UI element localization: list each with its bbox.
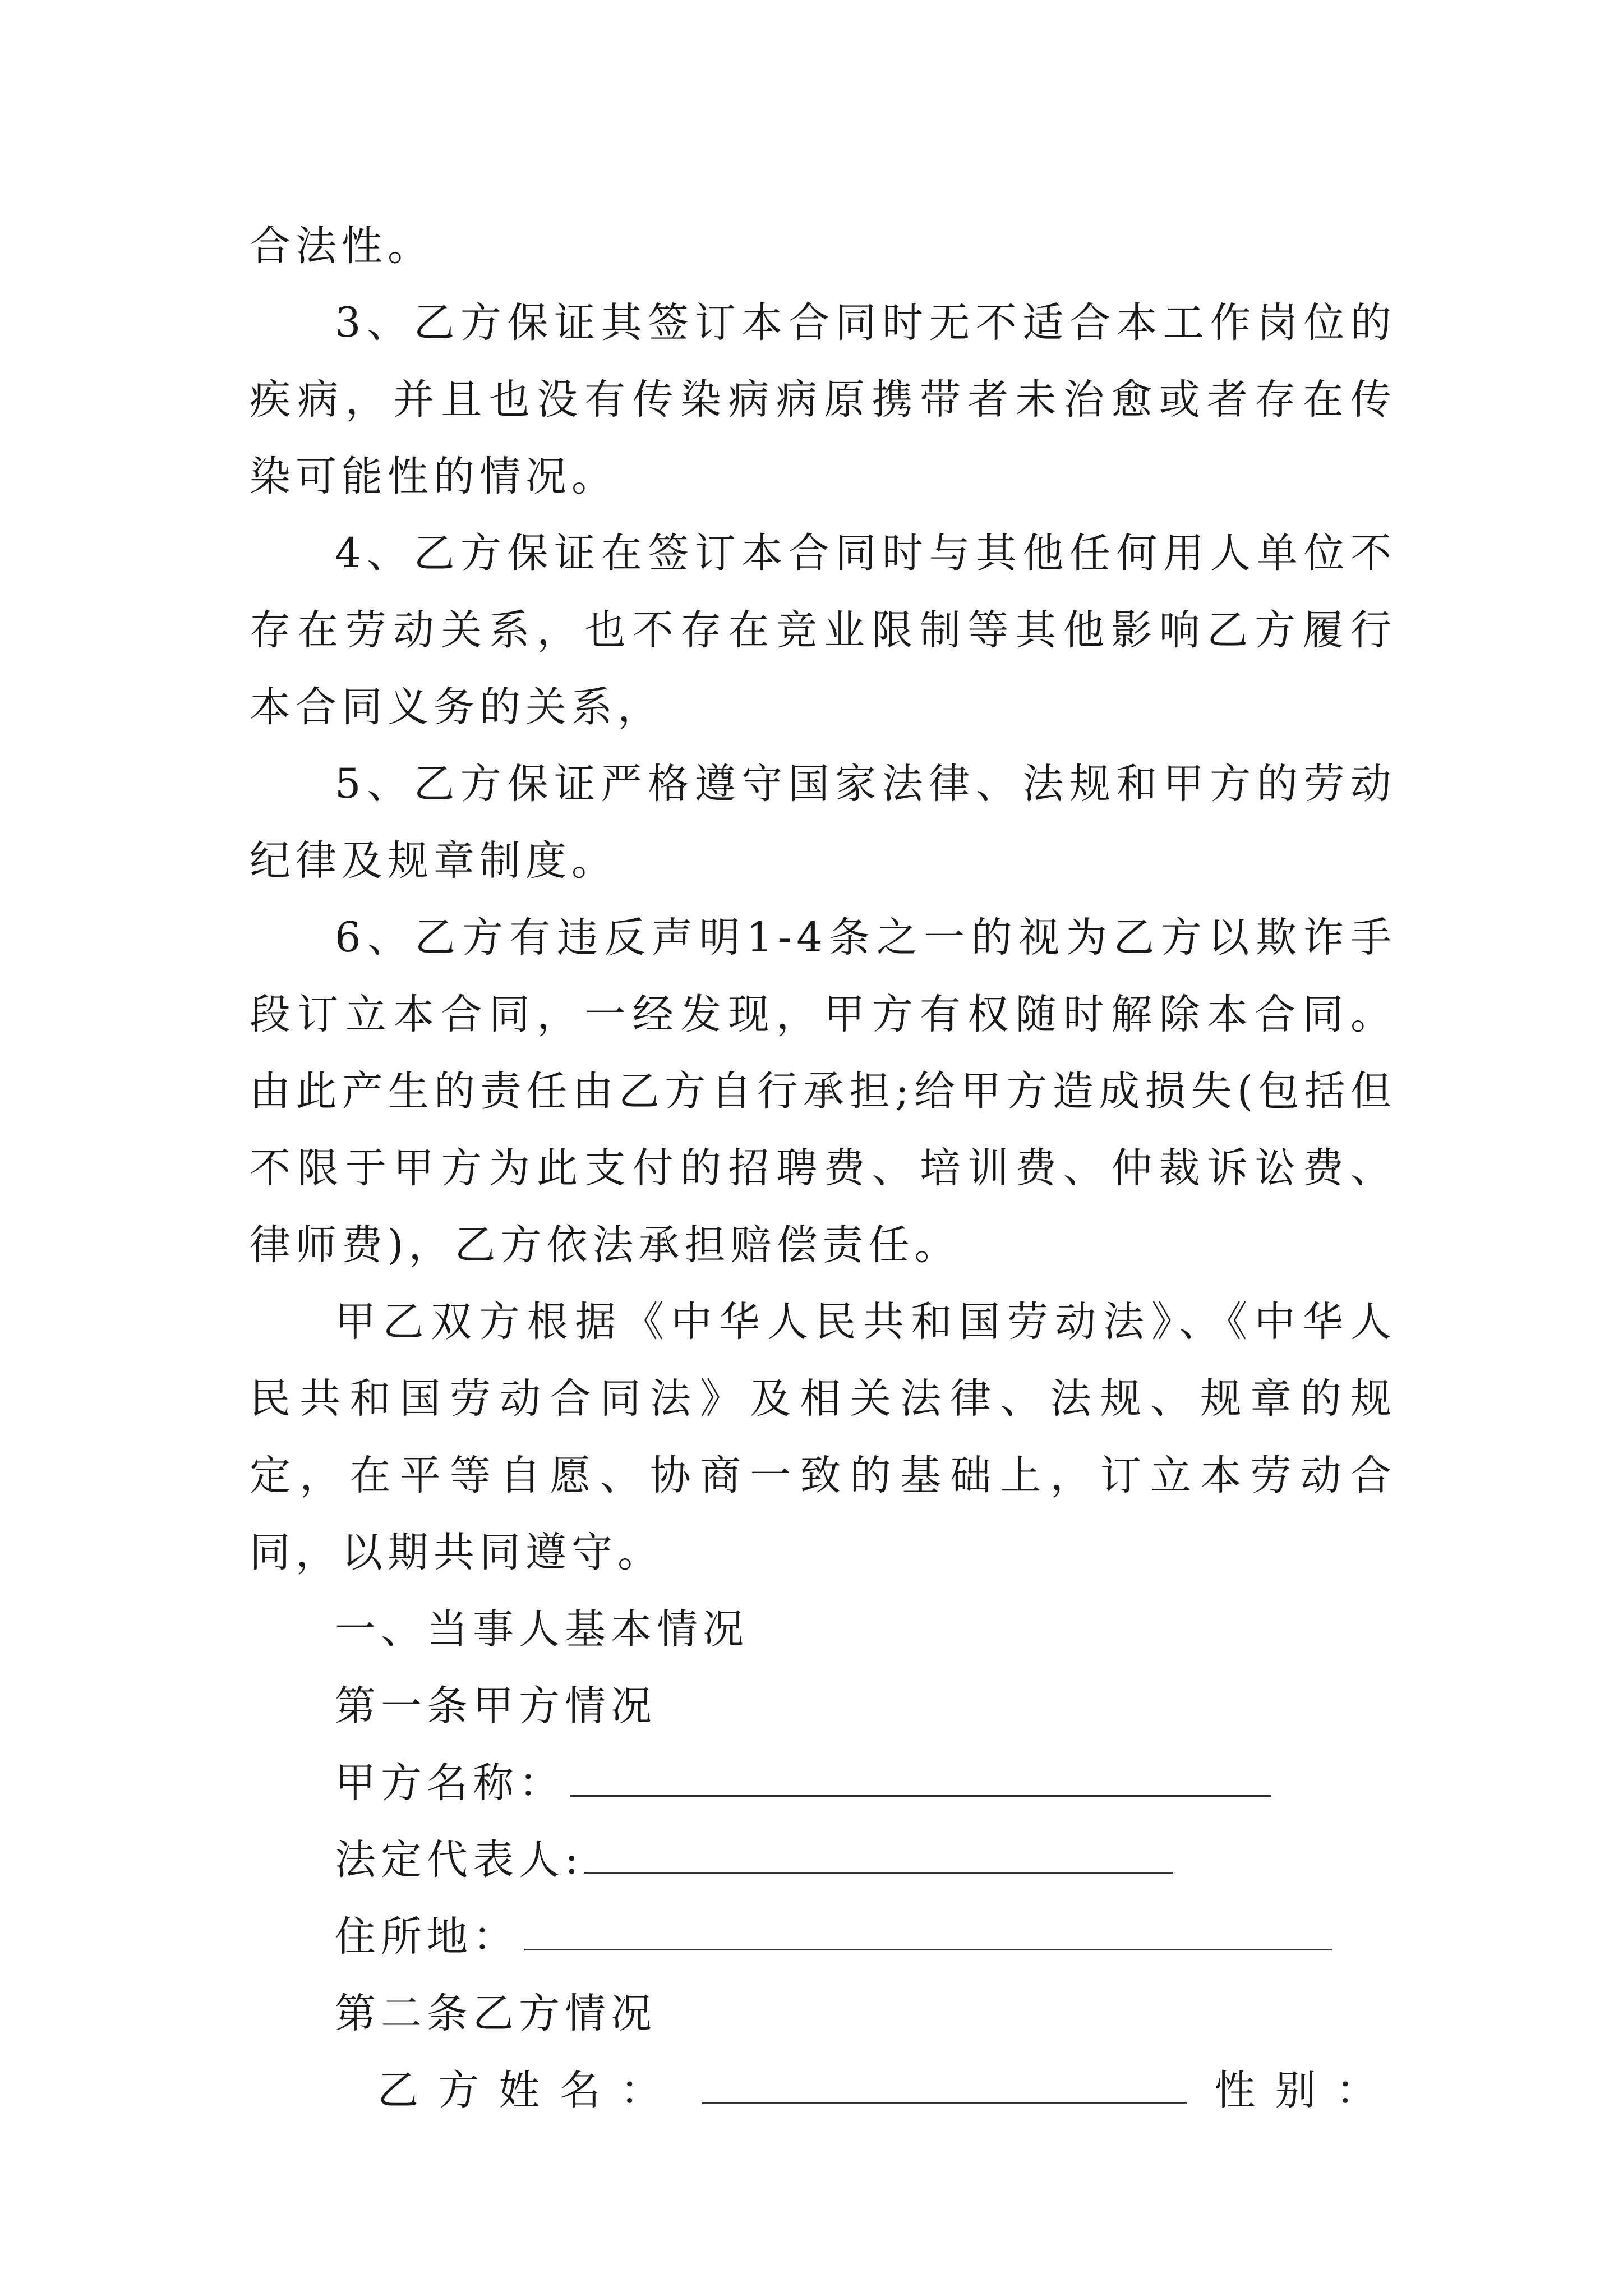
paragraph-clause-4: 4、乙方保证在签订本合同时与其他任何用人单位不存在劳动关系，也不存在竞业限制等其他影响乙方履行本合同义务的关系， <box>250 530 1396 731</box>
party-a-name-row <box>250 1745 1396 1821</box>
party-b-name-char: ： <box>620 2067 666 2114</box>
section-heading <box>250 1591 1396 1668</box>
article-2-heading-text: 第二条乙方情况 <box>335 1990 657 2037</box>
party-b-name-blank[interactable] <box>702 2069 1188 2104</box>
party-a-rep-blank[interactable] <box>584 1838 1173 1874</box>
party-a-rep-row <box>250 1821 1396 1898</box>
article-2-heading <box>250 1975 1396 2052</box>
party-a-name-label: 甲方名称： <box>335 1759 565 1807</box>
party-b-gender-char: ： <box>1335 2067 1382 2114</box>
article-1-heading <box>250 1668 1396 1745</box>
party-a-address-row <box>250 1898 1396 1975</box>
paragraph-clause-6: 6、乙方有违反声明1-4条之一的视为乙方以欺诈手段订立本合同，一经发现，甲方有权随时解除本合同。由此产生的责任由乙方自行承担;给甲方造成损失(包括但不限于甲方为此支付的招聘费、培训费、仲裁诉讼费、律师费)，乙方依法承担赔偿责任。 <box>250 914 1396 1269</box>
party-b-name-char: 乙 <box>377 2067 423 2114</box>
paragraph-clause-5: 5、乙方保证严格遵守国家法律、法规和甲方的劳动纪律及规章制度。 <box>250 760 1396 885</box>
paragraph-preamble: 甲乙双方根据《中华人民共和国劳动法》、《中华人民共和国劳动合同法》及相关法律、法规、规章的规定，在平等自愿、协商一致的基础上，订立本劳动合同，以期共同遵守。 <box>250 1298 1396 1576</box>
party-b-gender-char: 别 <box>1275 2067 1321 2114</box>
party-a-name-blank[interactable] <box>570 1761 1271 1797</box>
paragraph-continuation: 合法性。 <box>250 222 434 270</box>
party-b-gender-char: 性 <box>1214 2067 1261 2114</box>
party-b-name-char: 方 <box>438 2067 485 2114</box>
party-a-address-blank[interactable] <box>524 1915 1332 1950</box>
document-body <box>250 208 1396 2129</box>
section-heading-text: 一、当事人基本情况 <box>335 1605 749 1653</box>
party-a-address-label: 住所地： <box>335 1913 519 1961</box>
party-b-name-row <box>250 2052 1396 2129</box>
party-a-rep-label: 法定代表人: <box>335 1836 584 1884</box>
article-1-heading-text: 第一条甲方情况 <box>335 1682 657 1730</box>
party-b-name-char: 姓 <box>499 2067 545 2114</box>
paragraph-clause-3: 3、乙方保证其签订本合同时无不适合本工作岗位的疾病，并且也没有传染病病原携带者未治愈或者存在传染可能性的情况。 <box>250 299 1396 500</box>
party-b-name-char: 名 <box>559 2067 606 2114</box>
